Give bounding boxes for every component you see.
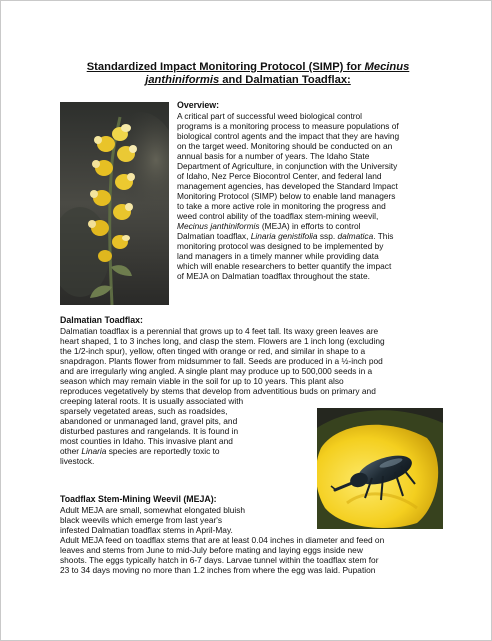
dalmatian-line: snapdragon. Plants flower from midsummer to fall. Seeds are produced in a ½-inch pod xyxy=(60,355,383,366)
overview-body xyxy=(177,111,445,282)
weevil-line: 23 to 34 days moving no more than 1.2 inches from where the egg was laid. Pupation xyxy=(60,564,376,575)
weevil-line: Adult MEJA are small, somewhat elongated bluish xyxy=(60,504,246,515)
dalmatian-line: reproduces vegetatively by stems that develop from adventitious buds on primary and xyxy=(60,385,376,396)
page-title xyxy=(53,61,443,87)
weevil-line: shoots. The eggs typically hatch in 6-7 days. Larvae tunnel within the toadflax stem for xyxy=(60,554,379,565)
overview-line: monitoring protocol was designed to be implemented by xyxy=(177,241,384,252)
overview-heading: Overview: xyxy=(177,100,220,110)
dalmatian-line: other Linaria species are reportedly toxic to xyxy=(60,446,220,457)
dalmatian-line: heart shaped, 1 to 3 inches long, and clasp the stem. Flowers are 1 inch long (excluding xyxy=(60,335,385,346)
weevil-line: leaves and stems from June to mid-July before mating and laying eggs inside new xyxy=(60,544,363,555)
dalmatian-line: most counties in Idaho. This invasive plant and xyxy=(60,436,233,447)
dalmatian-line: and are irregularly wing angled. A single plant may produce up to 500,000 seeds in a xyxy=(60,365,373,376)
dalmatian-line: disturbed pastures and rangelands. It is found in xyxy=(60,425,239,436)
weevil-body xyxy=(60,505,438,575)
overview-line: on the target weed. Monitoring should be conducted on an xyxy=(177,140,393,151)
weevil-heading: Toadflax Stem-Mining Weevil (MEJA): xyxy=(60,494,217,504)
dalmatian-line: the 1/2-inch spur), yellow, often tinged with orange or red, and similar in shape to a xyxy=(60,345,366,356)
overview-section xyxy=(177,100,445,281)
overview-line: of MEJA on Dalmatian toadflax throughout the state. xyxy=(177,271,370,282)
overview-line: land managers in a timely manner while providing data xyxy=(177,251,379,262)
overview-line: Mecinus janthiniformis (MEJA) in efforts to control xyxy=(177,221,361,232)
toadflax-flower-photo xyxy=(60,102,169,305)
flower-illustration xyxy=(60,102,169,305)
overview-line: biological control agents and the impact that they are having xyxy=(177,130,400,141)
weevil-line: black weevils which emerge from last year's xyxy=(60,514,223,525)
dalmatian-line: creeping lateral roots. It is usually associated with xyxy=(60,395,244,406)
overview-line: Dalmatian toadflax, Linaria genistifolia ssp. dalmatica. This xyxy=(177,231,394,242)
overview-line: to take a more active role in monitoring the progress and xyxy=(177,200,386,211)
dalmatian-line: sparsely vegetated areas, such as roadsides, xyxy=(60,405,228,416)
overview-line: A critical part of successful weed biological control xyxy=(177,110,363,121)
overview-line: Department of Agriculture, in conjunction with the University xyxy=(177,160,398,171)
dalmatian-line: abandoned or unmanaged land, gravel pits, and xyxy=(60,415,238,426)
weevil-line: infested Dalmatian toadflax stems in April-May. xyxy=(60,524,233,535)
overview-line: which will enable researchers to better quantify the impact xyxy=(177,261,392,272)
weevil-line: Adult MEJA feed on toadflax stems that are at least 0.04 inches in diameter and feed on xyxy=(60,534,385,545)
title-species: Mecinus janthiniformis xyxy=(145,61,410,86)
overview-line: annual basis for a number of years. The Idaho State xyxy=(177,150,370,161)
overview-line: weed control ability of the toadflax stem-mining weevil, xyxy=(177,210,379,221)
overview-line: Monitoring Protocol (SIMP) below to enable land managers xyxy=(177,190,396,201)
dalmatian-heading: Dalmatian Toadflax: xyxy=(60,315,143,325)
dalmatian-line: livestock. xyxy=(60,456,95,467)
title-text-end: and Dalmatian Toadflax: xyxy=(219,74,351,86)
overview-line: of Idaho, Nez Perce Biocontrol Center, and federal land xyxy=(177,170,382,181)
overview-line: management agencies, has developed the Standard Impact xyxy=(177,180,398,191)
dalmatian-line: Dalmatian toadflax is a perennial that grows up to 4 feet tall. Its waxy green leaves are xyxy=(60,325,379,336)
dalmatian-line: season which may remain viable in the soil for up to 10 years. This plant also xyxy=(60,375,344,386)
title-text: Standardized Impact Monitoring Protocol (SIMP) for xyxy=(86,61,365,73)
weevil-section xyxy=(60,494,438,575)
overview-line: programs is a monitoring process to measure populations of xyxy=(177,120,399,131)
